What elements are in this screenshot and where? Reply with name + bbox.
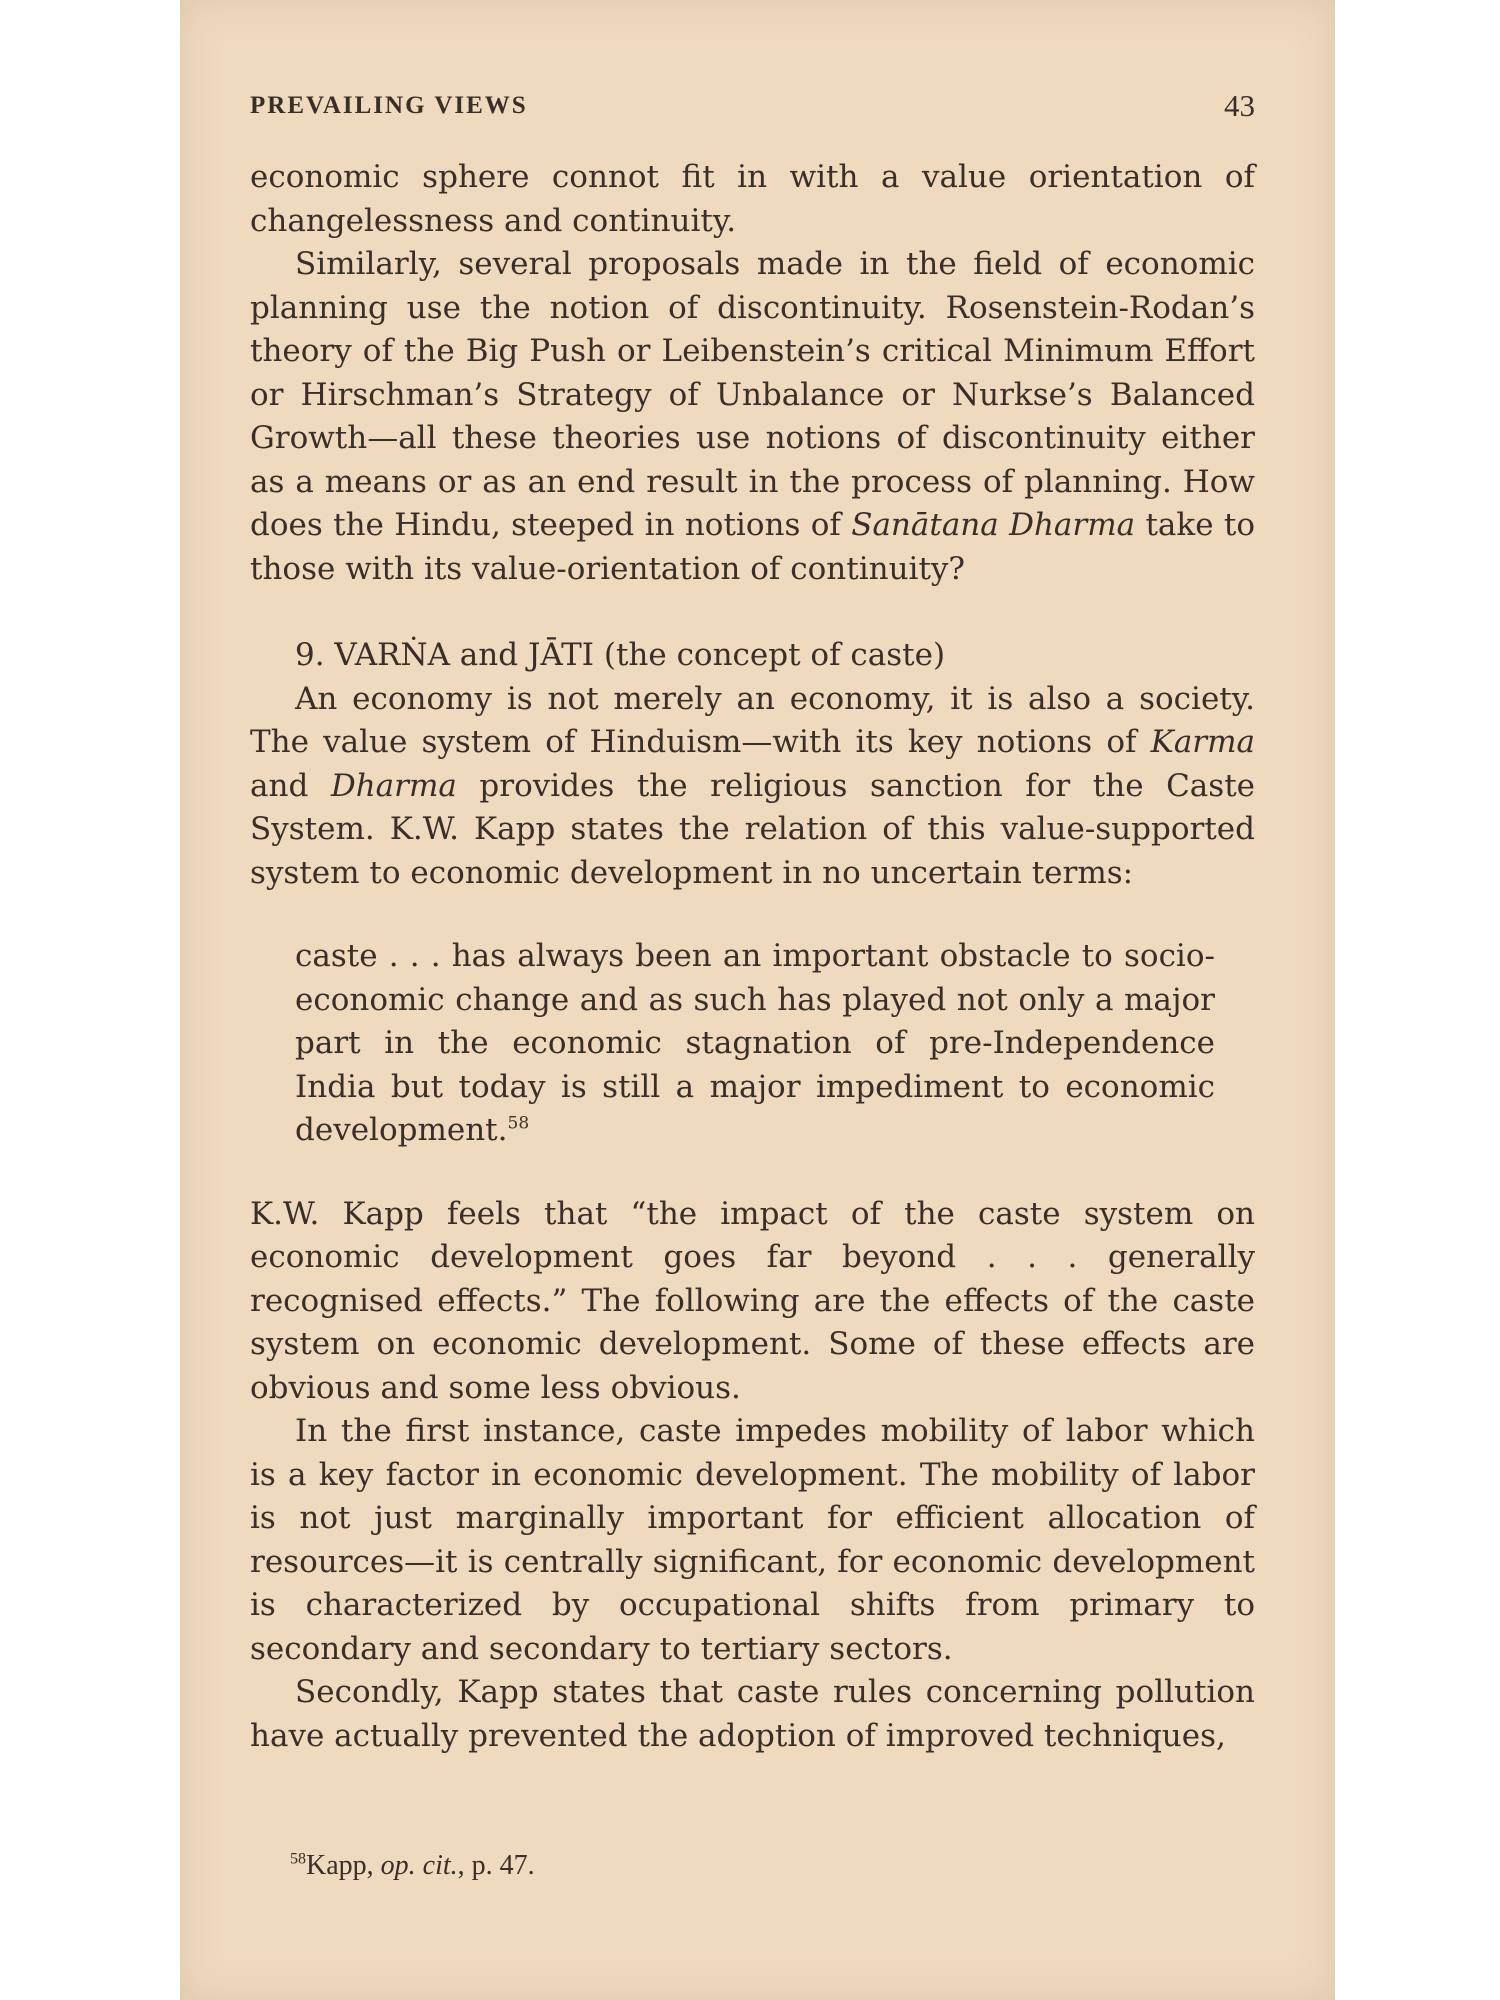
- book-page: [180, 0, 1335, 2000]
- paragraph-planning: [250, 243, 1255, 591]
- dharma-term: Dharma: [330, 767, 457, 804]
- paragraph-pollution: Secondly, Kapp states that caste rules concerning pollution have actually prevented the adoption of improved techniques,: [250, 1674, 1255, 1754]
- body-text: [250, 156, 1255, 1758]
- conjunction-and: and: [250, 767, 309, 804]
- page-number: 43: [1224, 88, 1255, 123]
- quote-text: caste . . . has always been an important obstacle to socio-economic change and as such has played not only a major part in the economic stagnation of pre-Independence India but today is still a major impediment to economic development.: [295, 938, 1215, 1148]
- paragraph-society: [250, 678, 1255, 896]
- paragraph-planning-end: take to those with its value-orientation of continuity?: [250, 507, 1256, 587]
- running-title: PREVAILING VIEWS: [250, 92, 528, 119]
- paragraph-kapp-feels: K.W. Kapp feels that “the impact of the caste system on economic development goes far beyond . . . generally recognised effects.” The following are the effects of the caste system on economic development. Some of these effects are obvious and some less obvious.: [250, 1195, 1255, 1406]
- paragraph-planning-text: Similarly, several proposals made in the field of economic planning use the notion of discontinuity. Rosenstein-Rodan’s theory of the Big Push or Leibenstein’s critical Minimum Effort or Hirschman’s Strategy of Unbalance or Nurkse’s Balanced Growth—all these theories use notions of discontinuity either as a means or as an end result in the process of planning. How does the Hindu, steeped in notions of: [250, 246, 1255, 543]
- paragraph-mobility: In the first instance, caste impedes mobility of labor which is a key factor in economic development. The mobility of labor is not just marginally important for efficient allocation of resources—it is centrally significant, for economic development is characterized by occupational shifts from primary to secondary and secondary to tertiary sectors.: [250, 1413, 1255, 1667]
- quote-footnote-ref: 58: [507, 1113, 530, 1134]
- paragraph-continuation: economic sphere connot fit in with a value orientation of changelessness and continuity.: [250, 159, 1255, 239]
- paragraph-society-text: An economy is not merely an economy, it is also a society. The value system of Hinduism—with its key notions of: [250, 680, 1255, 760]
- karma-term: Karma: [1150, 724, 1255, 760]
- footnote-op-cit: op. cit.: [380, 1850, 458, 1881]
- footnote-number: 58: [290, 1850, 306, 1868]
- paragraph-society-end: provides the religious sanction for the Caste System. K.W. Kapp states the relation of this value-supported system to economic development in no uncertain terms:: [250, 767, 1255, 891]
- footnote: [290, 1850, 535, 1882]
- footnote-author: Kapp,: [306, 1850, 374, 1881]
- footnote-page: , p. 47.: [457, 1850, 535, 1881]
- block-quote: [295, 935, 1215, 1153]
- section-heading: 9. VARṄA and JĀTI (the concept of caste): [295, 637, 946, 673]
- sanatana-dharma-term: Sanātana Dharma: [851, 507, 1136, 543]
